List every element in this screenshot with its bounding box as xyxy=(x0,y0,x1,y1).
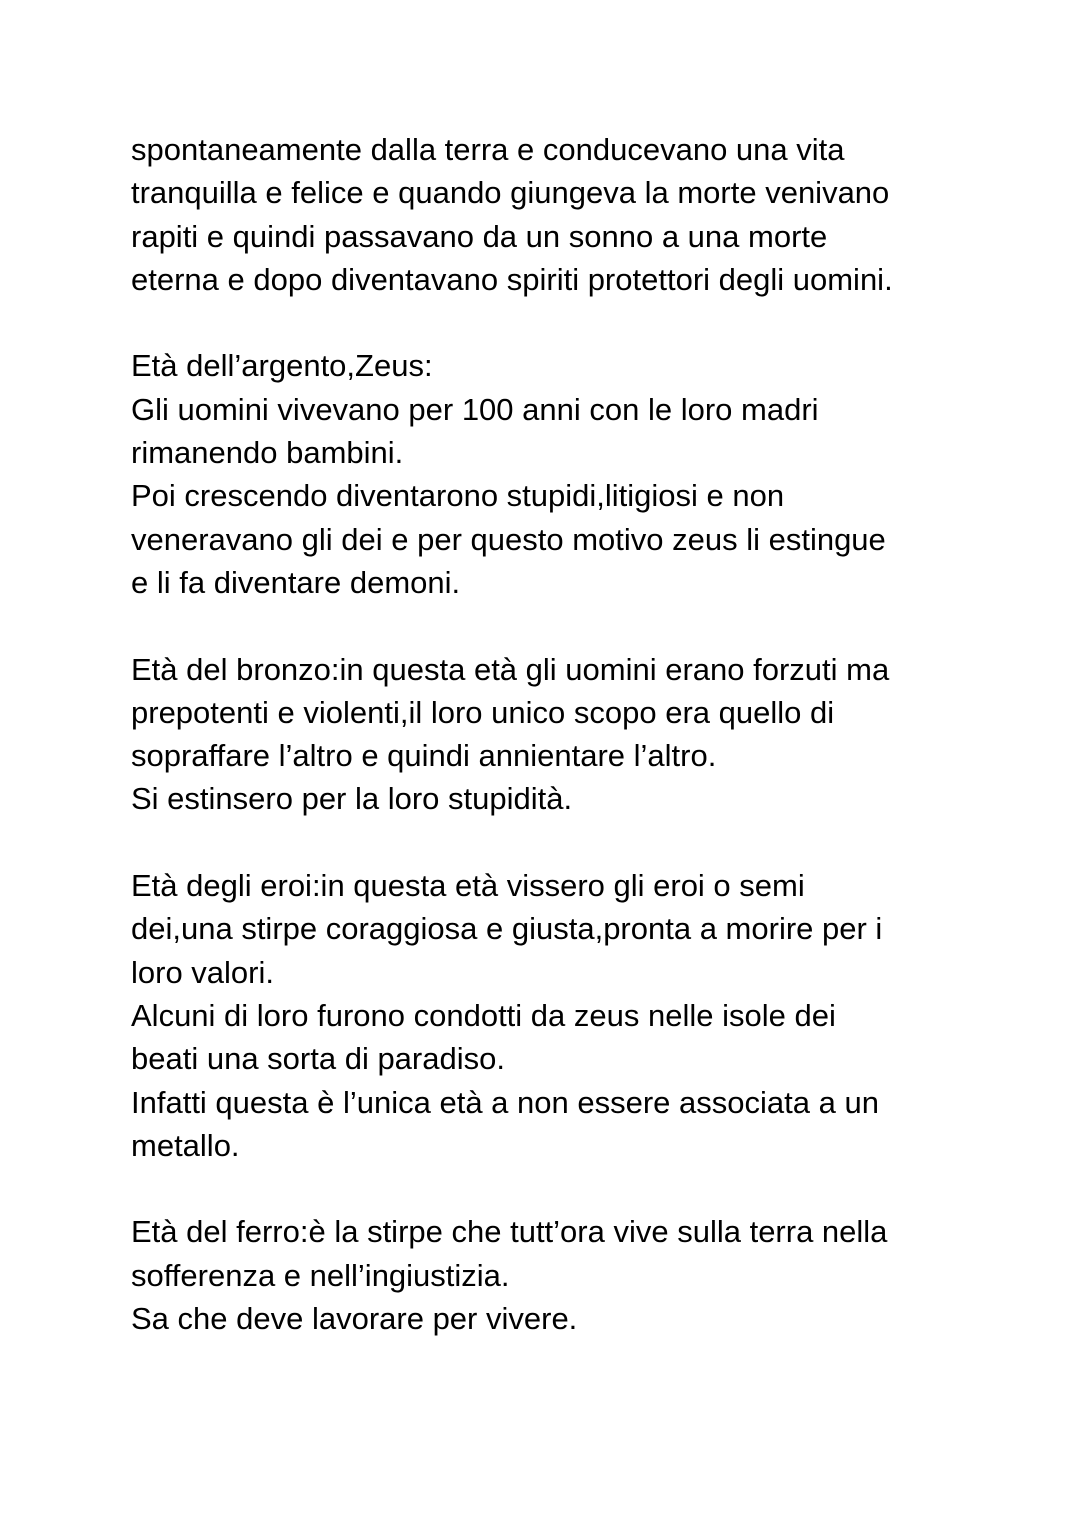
text-line: Gli uomini vivevano per 100 anni con le loro madri xyxy=(131,391,819,427)
paragraph-eta-dell-argento xyxy=(131,344,951,604)
section-heading-line: Età dell’argento,Zeus: xyxy=(131,348,433,384)
text-line: Si estinsero per la loro stupidità. xyxy=(131,781,573,817)
text-line: beati una sorta di paradiso. xyxy=(131,1041,505,1077)
text-line: Sa che deve lavorare per vivere. xyxy=(131,1301,578,1337)
text-line: Età del ferro:è la stirpe che tutt’ora vive sulla terra nella xyxy=(131,1214,888,1250)
text-line: tranquilla e felice e quando giungeva la morte venivano xyxy=(131,175,890,211)
paragraph-eta-del-bronzo xyxy=(131,648,951,821)
document-body xyxy=(131,128,951,1384)
text-line: e li fa diventare demoni. xyxy=(131,564,461,600)
text-line: dei,una stirpe coraggiosa e giusta,pronta a morire per i xyxy=(131,911,883,947)
text-line: spontaneamente dalla terra e conducevano una vita xyxy=(131,132,845,167)
paragraph-eta-dell-oro-end xyxy=(131,128,951,301)
text-line: loro valori. xyxy=(131,954,274,990)
text-line: sofferenza e nell’ingiustizia. xyxy=(131,1257,510,1293)
text-line: veneravano gli dei e per questo motivo zeus li estingue xyxy=(131,521,886,557)
text-line: sopraffare l’altro e quindi annientare l’altro. xyxy=(131,738,717,774)
text-line: Infatti questa è l’unica età a non essere associata a un xyxy=(131,1084,879,1120)
paragraph-eta-del-ferro xyxy=(131,1210,951,1340)
text-line: rimanendo bambini. xyxy=(131,435,404,471)
text-line: metallo. xyxy=(131,1127,240,1163)
text-line: Età del bronzo:in questa età gli uomini erano forzuti ma xyxy=(131,651,890,687)
paragraph-eta-degli-eroi xyxy=(131,864,951,1167)
text-line: eterna e dopo diventavano spiriti protettori degli uomini. xyxy=(131,261,893,297)
text-line: prepotenti e violenti,il loro unico scopo era quello di xyxy=(131,694,835,730)
text-line: Poi crescendo diventarono stupidi,litigiosi e non xyxy=(131,478,785,514)
text-line: Alcuni di loro furono condotti da zeus nelle isole dei xyxy=(131,997,836,1033)
text-line: rapiti e quindi passavano da un sonno a una morte xyxy=(131,218,828,254)
text-line: Età degli eroi:in questa età vissero gli eroi o semi xyxy=(131,868,805,904)
